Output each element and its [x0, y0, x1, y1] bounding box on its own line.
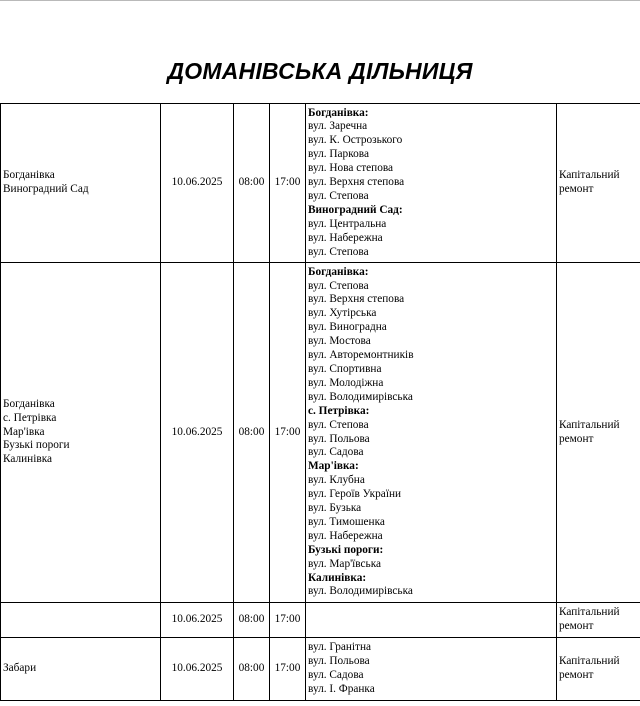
- street-item: вул. Степова: [308, 279, 369, 292]
- work-type-cell: Капітальний ремонт: [557, 638, 640, 701]
- end-time-cell: 17:00: [270, 603, 306, 638]
- street-item: вул. Клубна: [308, 474, 365, 487]
- table-row: [1, 603, 640, 638]
- date-cell: 10.06.2025: [161, 638, 234, 701]
- settlement-name: Мар'івка: [3, 425, 45, 438]
- street-item: вул. Центральна: [308, 217, 387, 230]
- settlement-name: Забари: [3, 662, 37, 675]
- work-type-cell: Капітальний ремонт: [557, 104, 640, 263]
- settlement-name: Богданівка: [3, 169, 55, 182]
- work-type-cell: Капітальний ремонт: [557, 263, 640, 603]
- street-item: вул. Степова: [308, 418, 369, 431]
- settlement-name: с. Петрівка: [3, 411, 57, 424]
- street-item: вул. Мар'ївська: [308, 557, 382, 570]
- settlements-cell: [1, 104, 161, 263]
- work-type-cell: Капітальний ремонт: [557, 603, 640, 638]
- street-item: вул. Нова степова: [308, 162, 394, 175]
- street-group-heading: с. Петрівка:: [308, 404, 370, 417]
- street-item: вул. Молодіжна: [308, 376, 384, 389]
- settlement-name: Виноградний Сад: [3, 183, 89, 195]
- settlement-name: Бузькі пороги: [3, 439, 70, 452]
- date-cell: 10.06.2025: [161, 104, 234, 263]
- street-item: вул. К. Острозького: [308, 134, 403, 147]
- street-item: вул. Паркова: [308, 148, 369, 161]
- settlements-cell: [1, 638, 161, 701]
- end-time-cell: 17:00: [270, 638, 306, 701]
- street-item: вул. Степова: [308, 245, 369, 258]
- streets-cell: [306, 638, 557, 701]
- start-time-cell: 08:00: [234, 104, 270, 263]
- street-item: вул. Хутірська: [308, 307, 377, 320]
- street-item: вул. Польова: [308, 432, 370, 445]
- street-group-heading: Мар'івка:: [308, 460, 359, 473]
- streets-cell: [306, 603, 557, 638]
- start-time-cell: 08:00: [234, 638, 270, 701]
- street-group-heading: Виноградний Сад:: [308, 203, 403, 216]
- settlement-name: Калинівка: [3, 453, 53, 466]
- street-item: вул. Польова: [308, 655, 370, 668]
- start-time-cell: 08:00: [234, 603, 270, 638]
- streets-cell: [306, 104, 557, 263]
- street-group-heading: Калинівка:: [308, 571, 367, 584]
- settlement-name: Богданівка: [3, 397, 55, 410]
- street-item: вул. Набережна: [308, 231, 383, 244]
- outage-schedule-table: [0, 103, 640, 701]
- street-item: вул. Набережна: [308, 529, 383, 542]
- settlements-cell: [1, 263, 161, 603]
- page-title: ДОМАНІВСЬКА ДІЛЬНИЦЯ: [167, 58, 473, 84]
- table-row: [1, 638, 640, 701]
- end-time-cell: 17:00: [270, 263, 306, 603]
- start-time-cell: 08:00: [234, 263, 270, 603]
- street-item: вул. Виноградна: [308, 321, 387, 334]
- street-item: вул. Володимирівська: [308, 390, 413, 403]
- streets-cell: [306, 263, 557, 603]
- date-cell: 10.06.2025: [161, 263, 234, 603]
- street-item: вул. Тимошенка: [308, 515, 385, 528]
- table-row: [1, 104, 640, 263]
- settlements-cell: [1, 603, 161, 638]
- street-item: вул. Мостова: [308, 335, 371, 348]
- street-group-heading: Богданівка:: [308, 265, 369, 278]
- street-item: вул. Верхня степова: [308, 176, 405, 189]
- date-cell: 10.06.2025: [161, 603, 234, 638]
- street-group-heading: Богданівка:: [308, 106, 369, 119]
- street-item: вул. Заречна: [308, 120, 368, 133]
- street-item: вул. Володимирівська: [308, 585, 413, 598]
- top-divider: [0, 0, 640, 1]
- street-item: вул. Героїв України: [308, 488, 402, 501]
- street-item: вул. Садова: [308, 446, 364, 459]
- table-row: [1, 263, 640, 603]
- street-item: вул. Садова: [308, 669, 364, 681]
- street-item: вул. Авторемонтників: [308, 349, 414, 362]
- street-group-heading: Бузькі пороги:: [308, 543, 384, 556]
- street-item: вул. Степова: [308, 189, 369, 202]
- street-item: вул. Верхня степова: [308, 293, 405, 306]
- street-item: вул. Спортивна: [308, 362, 382, 375]
- street-item: вул. Бузька: [308, 502, 362, 515]
- end-time-cell: 17:00: [270, 104, 306, 263]
- street-item: вул. Гранітна: [308, 641, 372, 654]
- street-item: вул. І. Франка: [308, 682, 375, 695]
